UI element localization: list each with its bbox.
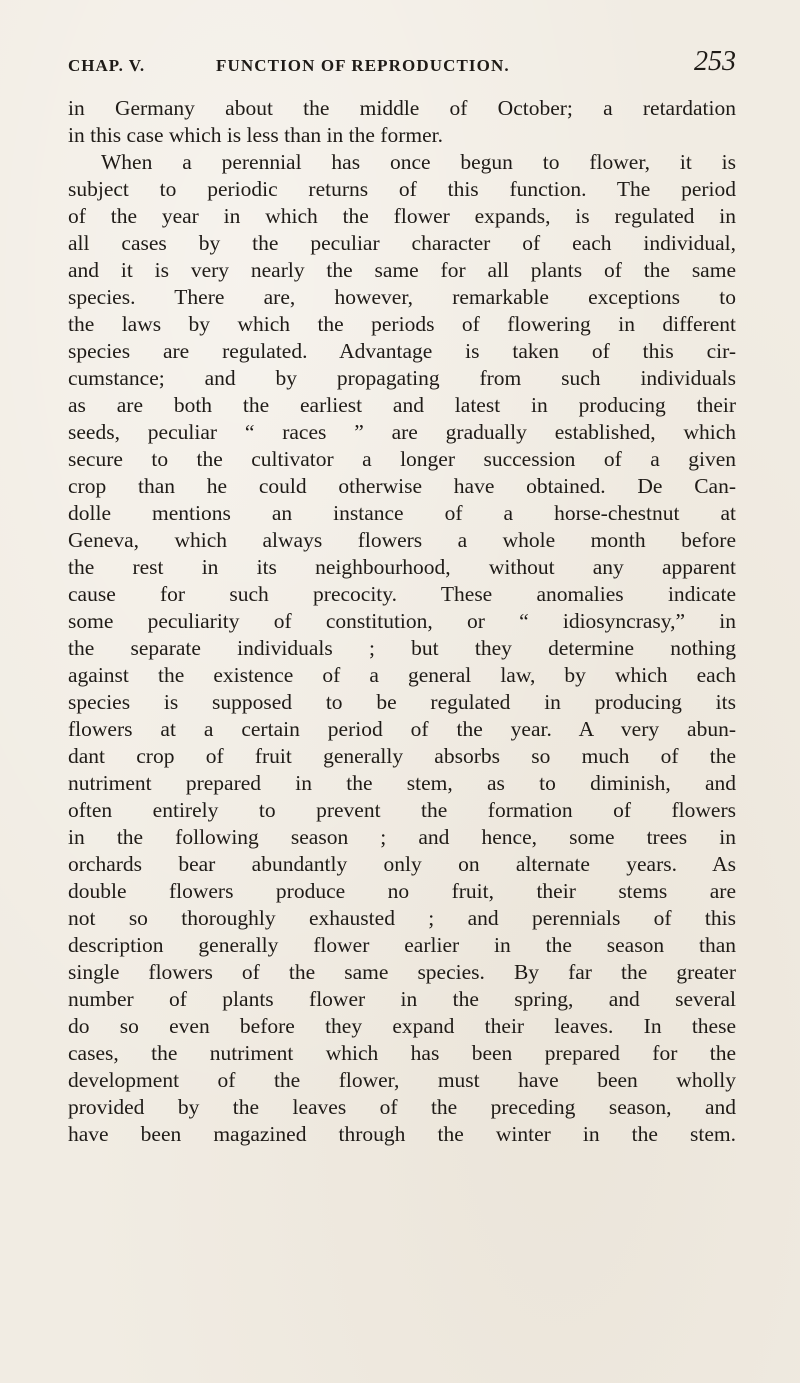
chapter-label: CHAP. V. <box>68 56 146 75</box>
text-line: provided by the leaves of the preceding season, and <box>68 1095 736 1119</box>
page-title: FUNCTION OF REPRODUCTION. <box>216 56 510 75</box>
text-line: single flowers of the same species. By far the greater <box>68 960 736 984</box>
text-line: subject to periodic returns of this function. The period <box>68 177 736 201</box>
text-line: description generally flower earlier in the season than <box>68 933 736 957</box>
text-line: the rest in its neighbourhood, without any apparent <box>68 555 736 579</box>
text-line: have been magazined through the winter in the stem. <box>68 1122 736 1146</box>
text-line: some peculiarity of constitution, or “ idiosyncrasy,” in <box>68 609 736 633</box>
text-line: and it is very nearly the same for all plants of the same <box>68 258 736 282</box>
text-line: species. There are, however, remarkable exceptions to <box>68 285 736 309</box>
text-line: do so even before they expand their leaves. In these <box>68 1014 736 1038</box>
text-line: cumstance; and by propagating from such individuals <box>68 366 736 390</box>
text-line: double flowers produce no fruit, their stems are <box>68 879 736 903</box>
text-line: not so thoroughly exhausted ; and perennials of this <box>68 906 736 930</box>
text-line: secure to the cultivator a longer succession of a given <box>68 447 736 471</box>
text-line: all cases by the peculiar character of each individual, <box>68 231 736 255</box>
text-line: against the existence of a general law, by which each <box>68 663 736 687</box>
text-line: dolle mentions an instance of a horse-chestnut at <box>68 501 736 525</box>
text-line: number of plants flower in the spring, and several <box>68 987 736 1011</box>
text-line: in the following season ; and hence, some trees in <box>68 825 736 849</box>
text-line: the separate individuals ; but they determine nothing <box>68 636 736 660</box>
text-line: cases, the nutriment which has been prepared for the <box>68 1041 736 1065</box>
text-line: in Germany about the middle of October; a retardation <box>68 96 736 120</box>
text-line: crop than he could otherwise have obtained. De Can- <box>68 474 736 498</box>
text-line: orchards bear abundantly only on alternate years. As <box>68 852 736 876</box>
page-number: 253 <box>694 46 736 77</box>
text-line: species are regulated. Advantage is taken of this cir- <box>68 339 736 363</box>
text-line: nutriment prepared in the stem, as to diminish, and <box>68 771 736 795</box>
text-line: dant crop of fruit generally absorbs so much of the <box>68 744 736 768</box>
text-line: development of the flower, must have been wholly <box>68 1068 736 1092</box>
text-line: of the year in which the flower expands, is regulated in <box>68 204 736 228</box>
running-head <box>68 48 736 84</box>
text-line: often entirely to prevent the formation of flowers <box>68 798 736 822</box>
text-line: cause for such precocity. These anomalies indicate <box>68 582 736 606</box>
text-line: species is supposed to be regulated in producing its <box>68 690 736 714</box>
text-line: seeds, peculiar “ races ” are gradually established, which <box>68 420 736 444</box>
text-line: When a perennial has once begun to flower, it is <box>101 150 736 174</box>
text-line: the laws by which the periods of flowering in different <box>68 312 736 336</box>
body-text <box>68 95 736 1148</box>
text-line: in this case which is less than in the former. <box>68 123 443 147</box>
text-line: as are both the earliest and latest in producing their <box>68 393 736 417</box>
text-line: flowers at a certain period of the year. A very abun- <box>68 717 736 741</box>
text-line: Geneva, which always flowers a whole month before <box>68 528 736 552</box>
